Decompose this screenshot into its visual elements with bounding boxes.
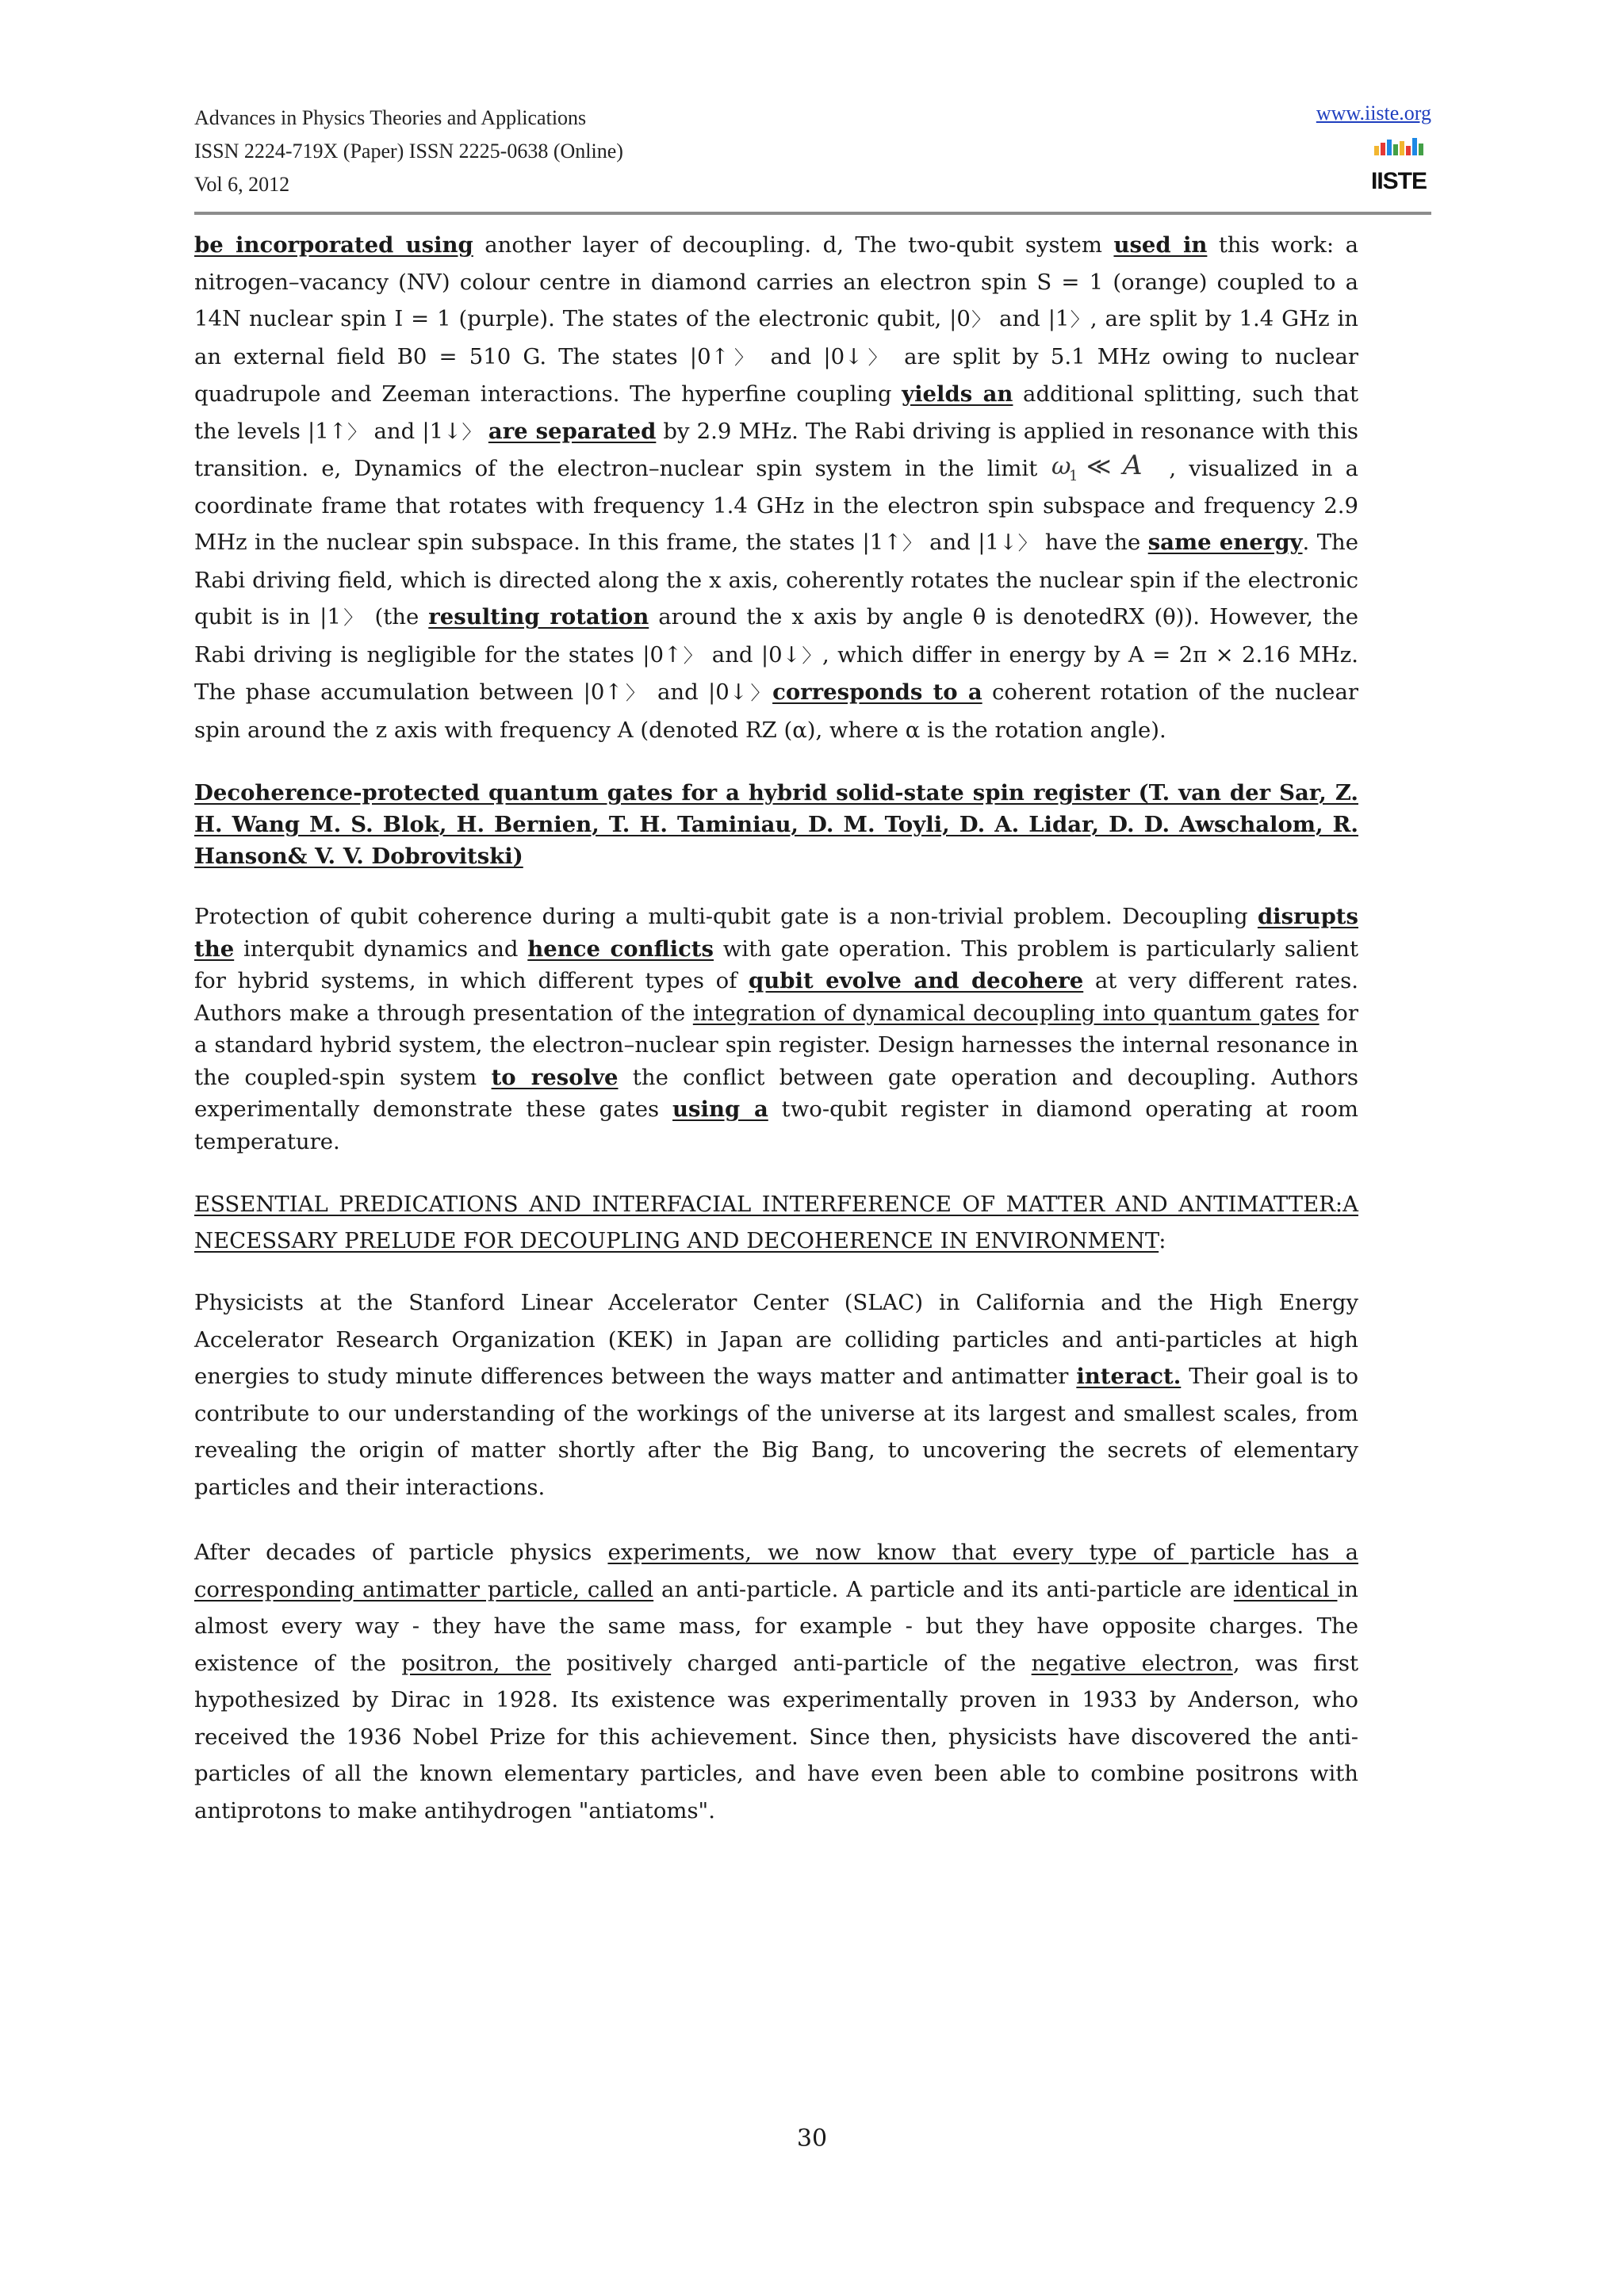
journal-website-link[interactable]: www.iiste.org <box>1316 101 1431 124</box>
ket-symbol: 〉 <box>340 607 366 629</box>
section-heading-matter-antimatter <box>194 1186 1358 1259</box>
text-run: Protection of qubit coherence during a multi-qubit gate is a non-trivial problem. Decoupling <box>194 904 1258 929</box>
text-run: (the <box>365 604 429 629</box>
emphasis-text: qubit evolve and decohere <box>749 968 1084 993</box>
paragraph-slac-kek <box>194 1284 1358 1506</box>
underlined-text: integration of dynamical decoupling into quantum gates <box>692 1000 1320 1026</box>
emphasis-text: interact. <box>1076 1364 1182 1389</box>
text-run: , are split by 1.4 GHz in an external field B0 = 510 G. The states |0↑ <box>194 306 1359 369</box>
text-run: for a standard hybrid system, the electron–nuclear spin register. Design harnesses the internal resonance in the coupled-spin system <box>194 1000 1359 1090</box>
text-run: and |1↓ <box>921 530 1018 555</box>
text-run: Physicists at the Stanford Linear Accelerator Center (SLAC) in California and the High Energy Accelerator Research Organization (KEK) in Japan are colliding particles and anti-particles at high energies to study minute differences between the ways matter and antimatter <box>194 1290 1358 1389</box>
text-run: and |0↓ <box>758 343 864 369</box>
text-run: at very different rates. Authors make a through presentation of the <box>194 968 1358 1026</box>
text-run: two-qubit register in diamond operating at room temperature. <box>194 1096 1358 1154</box>
text-run: this work: a nitrogen–vacancy (NV) colour centre in diamond carries an electron spin S = 1 (orange) coupled to a 14N nuclear spin I = 1 (purple). The states of the electronic qubit, |0 <box>194 232 1358 331</box>
emphasis-text: disrupts the <box>194 904 1358 962</box>
text-run: interqubit dynamics and <box>234 936 528 962</box>
text-run: with gate operation. This problem is particularly salient for hybrid systems, in which different types of <box>194 936 1358 993</box>
ket-symbol: 〉 <box>462 420 481 443</box>
text-run: the conflict between gate operation and decoupling. Authors experimentally demonstrate these gates <box>194 1064 1359 1122</box>
text-run: in almost every way - they have the same mass, for example - but they have opposite charges. The existence of the <box>194 1576 1358 1676</box>
emphasis-text: to resolve <box>491 1064 619 1090</box>
text-run: positively charged anti-particle of the <box>550 1650 1032 1676</box>
heading-colon: : <box>1159 1228 1166 1253</box>
underlined-text: negative electron <box>1031 1650 1233 1676</box>
paragraph-figure-caption <box>194 227 1358 748</box>
header-rule <box>194 212 1431 215</box>
text-run: After decades of particle physics <box>194 1540 608 1565</box>
formula-subscript: 1 <box>1069 468 1078 484</box>
emphasis-text: yields an <box>902 381 1013 407</box>
ket-symbol: 〉 <box>800 644 823 667</box>
emphasis-text: resulting rotation <box>428 604 649 629</box>
text-run: and |1 <box>991 306 1070 331</box>
journal-volume: Vol 6, 2012 <box>194 173 290 196</box>
emphasis-text: corresponds to a <box>772 679 982 705</box>
citation-heading-text: Decoherence-protected quantum gates for a hybrid solid-state spin register (T. van der Sar, Z. H. Wang M. S. Blok, H. Bernien, T. H. Taminiau, D. M. Toyli, D. A. Lidar, D. D. Awschalom, R. Hanson& V. V. Dobrovitski) <box>194 780 1358 869</box>
ket-symbol: 〉 <box>863 346 892 369</box>
text-run: an anti-particle. A particle and its anti-particle are <box>653 1576 1234 1602</box>
text-run: around the x axis by angle θ is denotedRX (θ)). However, the Rabi driving is negligible for the states |0↑ <box>194 604 1359 668</box>
page-header <box>194 101 1431 212</box>
ket-symbol: 〉 <box>1017 532 1038 554</box>
ket-symbol: 〉 <box>347 420 367 443</box>
text-run: have the <box>1037 530 1148 555</box>
text-run: and |1↓ <box>366 418 462 444</box>
section-heading-text: ESSENTIAL PREDICATIONS AND INTERFACIAL INTERFERENCE OF MATTER AND ANTIMATTER:A NECESSARY PRELUDE FOR DECOUPLING AND DECOHERENCE IN ENVIRONMENT <box>194 1192 1358 1253</box>
journal-issn: ISSN 2224-719X (Paper) ISSN 2225-0638 (Online) <box>194 140 623 163</box>
text-run: , was first hypothesized by Dirac in 1928. Its existence was experimentally proven in 1933 by Anderson, who received the 1936 Nobel Prize for this achievement. Since then, physicists have discovered the anti-particles of all the known elementary particles, and have even been able to combine positrons with antiprotons to make antihydrogen "antiatoms". <box>194 1650 1358 1823</box>
text-run: Their goal is to contribute to our understanding of the workings of the universe at its largest and smallest scales, from revealing the origin of matter shortly after the Big Bang, to uncovering the secrets of elementary particles and their interactions. <box>194 1364 1359 1500</box>
emphasis-text: using a <box>672 1096 768 1122</box>
iiste-logo <box>1371 136 1427 200</box>
ket-symbol: 〉 <box>747 682 773 704</box>
emphasis-text: same energy <box>1147 530 1303 555</box>
emphasis-text: used in <box>1113 232 1208 258</box>
formula-omega: ω <box>1051 453 1071 480</box>
underlined-text: positron, the <box>401 1650 551 1676</box>
text-run: by 2.9 MHz. The Rabi driving is applied in resonance with this transition. e, Dynamics of the electron–nuclear spin system in the limit <box>194 418 1358 481</box>
text-run: . The Rabi driving field, which is directed along the x axis, coherently rotates the nuclear spin if the electronic qubit is in |1 <box>194 530 1359 629</box>
underlined-text: identical <box>1233 1576 1338 1602</box>
text-run: are split by 5.1 MHz owing to nuclear quadrupole and Zeeman interactions. The hyperfine coupling <box>194 343 1359 407</box>
emphasis-text: hence conflicts <box>527 936 714 962</box>
ket-symbol: 〉 <box>902 532 922 554</box>
ket-symbol: 〉 <box>622 682 648 704</box>
text-run <box>481 419 488 444</box>
text-run: , visualized in a coordinate frame that rotates with frequency 1.4 GHz in the electron spin subspace and frequency 2.9 MHz in the nuclear spin subspace. In this frame, the states |1↑ <box>194 456 1358 555</box>
text-run: , which differ in energy by A = 2π × 2.16 MHz. The phase accumulation between |0↑ <box>194 641 1359 705</box>
text-run: another layer of decoupling. d, The two-qubit system <box>473 232 1114 258</box>
formula-omega1-much-less-A <box>1050 452 1169 484</box>
formula-A: A <box>1123 452 1143 481</box>
ket-symbol: 〉 <box>970 308 992 331</box>
text-run: and |0↓ <box>703 641 801 668</box>
ket-symbol: 〉 <box>682 644 704 667</box>
text-run: coherent rotation of the nuclear spin around the z axis with frequency A (denoted RZ (α), where α is the rotation angle). <box>194 679 1359 743</box>
text-run: and |0↓ <box>647 679 748 705</box>
journal-title: Advances in Physics Theories and Applications <box>194 106 587 129</box>
emphasis-text: are separated <box>488 418 657 444</box>
formula-relation: ≪ <box>1086 453 1112 480</box>
underlined-text: experiments, we now know that every type of particle has a corresponding antimatter particle, called <box>194 1540 1358 1602</box>
page-number: 30 <box>796 2125 828 2152</box>
text-run: additional splitting, such that the levels |1↑ <box>194 381 1358 444</box>
emphasis-text: be incorporated using <box>194 232 473 258</box>
paragraph-decoherence-summary <box>194 901 1358 1158</box>
article-body <box>194 227 1358 1829</box>
paragraph-anti-particles <box>194 1534 1358 1829</box>
ket-symbol: 〉 <box>729 346 759 369</box>
logo-text: IISTE <box>1371 168 1427 194</box>
section-heading-citation <box>194 777 1358 872</box>
ket-symbol: 〉 <box>1069 308 1090 331</box>
